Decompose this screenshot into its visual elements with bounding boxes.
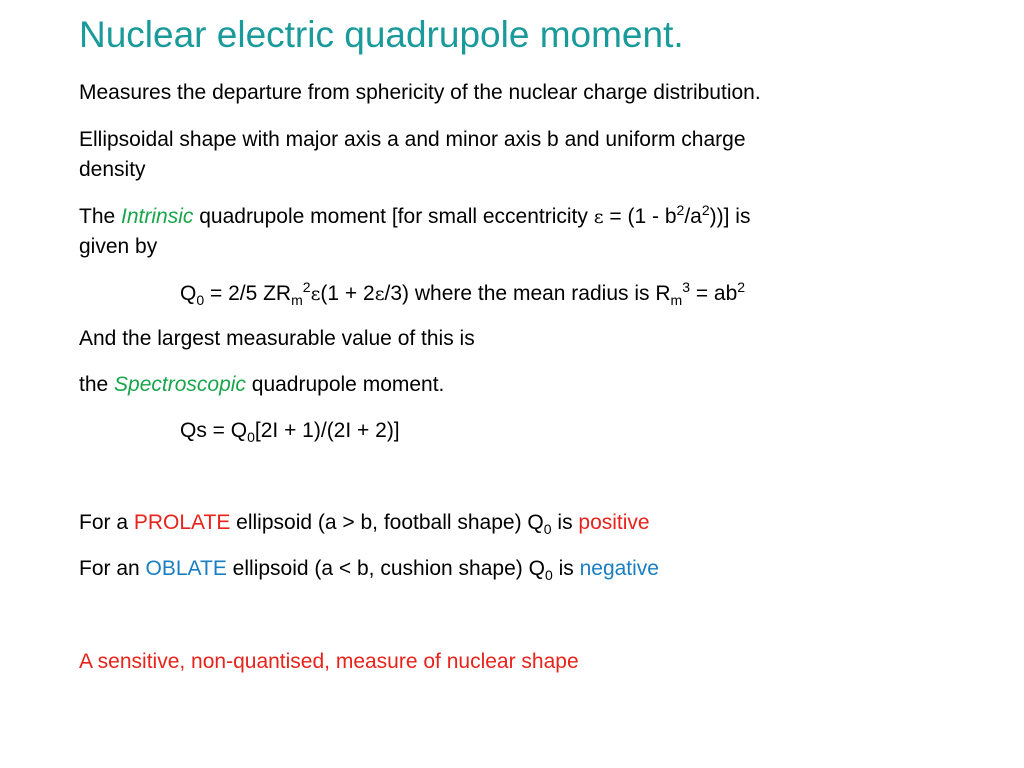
text-mid: quadrupole moment [for small eccentricity [193, 205, 594, 228]
epsilon-symbol: ε [374, 283, 385, 305]
epsilon-symbol: ε [593, 206, 604, 228]
subscript: m [670, 292, 683, 309]
eq-part: /3) where the mean radius is R [384, 282, 671, 305]
text: is [551, 511, 579, 534]
text: is [552, 557, 580, 580]
eq-q: Q [180, 282, 197, 305]
text: For an [79, 557, 146, 580]
keyword-oblate: OBLATE [145, 557, 227, 580]
subscript: 0 [247, 429, 255, 446]
keyword-spectroscopic: Spectroscopic [114, 373, 246, 396]
text-eq: = (1 - b [603, 205, 677, 228]
text-the: The [79, 205, 122, 228]
paragraph-prolate [79, 508, 650, 537]
eq-part: [2I + 1)/(2I + 2)] [254, 419, 400, 442]
superscript: 2 [302, 279, 311, 295]
text-the: the [79, 373, 115, 396]
eq-part: = 2/5 ZR [204, 282, 292, 305]
summary-statement: A sensitive, non-quantised, measure of nuclear shape [79, 650, 579, 673]
equation-qs [180, 416, 400, 445]
text-rest: quadrupole moment. [245, 373, 445, 396]
superscript: 2 [737, 279, 746, 295]
keyword-negative: negative [579, 557, 659, 580]
subscript: m [291, 292, 303, 309]
paragraph-spectroscopic [79, 370, 444, 399]
text: ellipsoid (a > b, football shape) Q [230, 511, 544, 534]
subscript: 0 [544, 567, 553, 584]
equation-q0 [180, 279, 745, 309]
eq-part: (1 + 2 [320, 282, 375, 305]
keyword-positive: positive [578, 511, 650, 534]
subscript: 0 [543, 521, 552, 538]
eq-part: Qs = Q [180, 419, 248, 442]
superscript: 2 [676, 202, 685, 218]
paragraph-definition: Measures the departure from sphericity of the nuclear charge distribution. [79, 81, 761, 104]
text: ellipsoid (a < b, cushion shape) Q [226, 557, 545, 580]
paragraph-largest: And the largest measurable value of this is [79, 327, 475, 350]
text: For a [79, 511, 134, 534]
keyword-intrinsic: Intrinsic [121, 205, 194, 228]
text-end: ))] is [709, 205, 751, 228]
paragraph-intrinsic-line2: given by [79, 235, 158, 258]
epsilon-symbol: ε [310, 283, 321, 305]
text-slash: /a [684, 205, 702, 228]
superscript: 2 [701, 202, 710, 218]
keyword-prolate: PROLATE [133, 511, 231, 534]
slide-title: Nuclear electric quadrupole moment. [79, 14, 684, 55]
superscript: 3 [682, 279, 690, 295]
subscript: 0 [196, 292, 205, 309]
paragraph-ellipsoid-line1: Ellipsoidal shape with major axis a and minor axis b and uniform charge [79, 128, 746, 151]
paragraph-ellipsoid-line2: density [79, 158, 146, 181]
paragraph-oblate [79, 554, 659, 583]
eq-part: = ab [689, 282, 738, 305]
paragraph-intrinsic [79, 202, 750, 232]
